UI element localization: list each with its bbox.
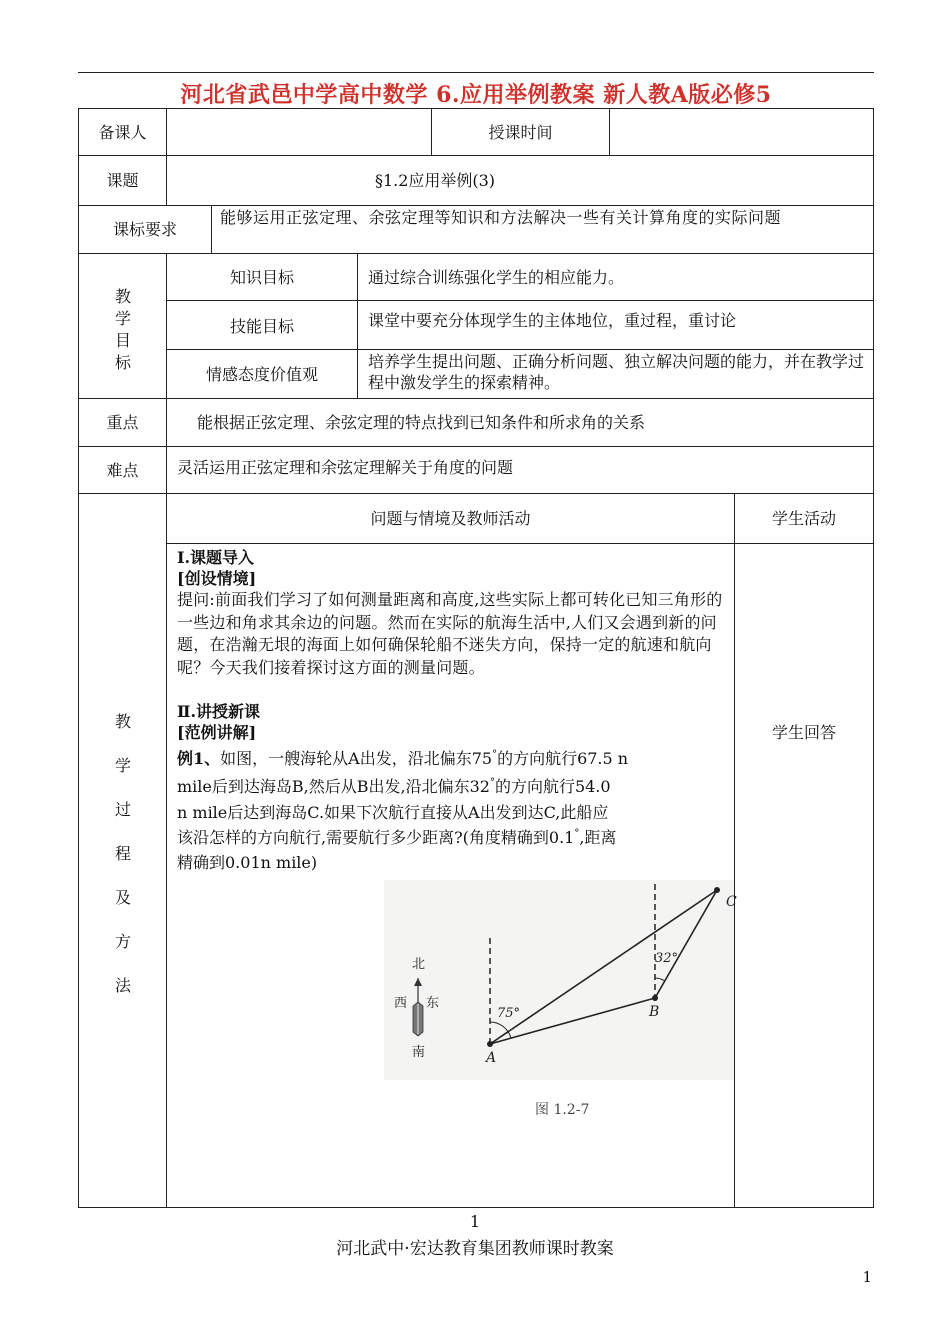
time-label: 授课时间 <box>488 123 553 142</box>
example-label: 例1、 <box>177 749 221 768</box>
create-scenario-label: [创设情境] <box>177 569 257 588</box>
teacher-column-header: 问题与情境及教师活动 <box>370 509 531 528</box>
cell-preparer-value <box>166 108 432 156</box>
student-column-header: 学生活动 <box>771 509 836 528</box>
process-char-5: 及 <box>114 888 131 907</box>
example-line-5: 精确到0.01n mile) <box>177 853 318 872</box>
document-title: 河北省武邑中学高中数学 6.应用举例教案 新人教A版必修5 <box>180 82 772 108</box>
process-char-4: 程 <box>114 844 131 863</box>
section-new-lesson-heading: Ⅱ.讲授新课 <box>177 702 261 721</box>
process-char-6: 方 <box>114 932 131 951</box>
goals-char-1: 教 <box>114 287 131 306</box>
point-c-dot <box>714 887 720 893</box>
example-line-2 <box>177 775 732 799</box>
section-intro-heading: Ⅰ.课题导入 <box>177 548 255 567</box>
example-text-2b: 的方向航行54.0 <box>494 777 611 796</box>
point-a-label: A <box>486 1050 497 1066</box>
skill-label: 技能目标 <box>229 317 294 336</box>
example-text-4a: 该沿怎样的方向航行,需要航行多少距离?(角度精确到0.1 <box>177 828 575 847</box>
process-char-3: 过 <box>114 800 131 819</box>
example-line-1 <box>177 747 732 771</box>
knowledge-label: 知识目标 <box>229 268 294 287</box>
corner-page-number: 1 <box>862 1268 872 1286</box>
navigation-figure <box>380 878 735 1128</box>
footer-org: 河北武中·宏达教育集团教师课时教案 <box>336 1239 614 1259</box>
example-text-4b: ,距离 <box>579 828 617 847</box>
standard-value: 能够运用正弦定理、余弦定理等知识和方法解决一些有关计算角度的实际问题 <box>220 208 782 227</box>
figure-background <box>384 880 734 1080</box>
difficulty-value: 灵活运用正弦定理和余弦定理解关于角度的问题 <box>177 458 514 477</box>
compass-south: 南 <box>412 1045 426 1060</box>
figure-caption: 图 1.2-7 <box>535 1102 590 1118</box>
difficulty-label: 难点 <box>106 461 139 480</box>
example-line-3: n mile后达到海岛C.如果下次航行直接从A出发到达C,此船应 <box>177 803 609 822</box>
process-char-2: 学 <box>114 756 131 775</box>
degree-mark-2: ° <box>489 777 495 788</box>
degree-mark-1: ° <box>492 749 498 760</box>
topic-label: 课题 <box>106 171 139 190</box>
key-label: 重点 <box>106 413 139 432</box>
example-text-1b: 的方向航行67.5 n <box>497 749 629 768</box>
compass-east: 东 <box>426 996 440 1011</box>
attitude-label: 情感态度价值观 <box>205 365 318 384</box>
key-value: 能根据正弦定理、余弦定理的特点找到已知条件和所求角的关系 <box>197 413 646 432</box>
example-text-2a: mile后到达海岛B,然后从B出发,沿北偏东32 <box>177 777 490 796</box>
angle-b-label: 32° <box>655 951 679 966</box>
compass-west: 西 <box>394 996 408 1011</box>
cell-student-content <box>734 543 874 1208</box>
process-char-7: 法 <box>114 976 131 995</box>
goals-char-4: 标 <box>114 353 131 372</box>
point-a-dot <box>487 1041 493 1047</box>
header-rule <box>78 72 874 73</box>
knowledge-value: 通过综合训练强化学生的相应能力。 <box>368 268 625 287</box>
point-b-label: B <box>649 1004 660 1020</box>
goals-char-3: 目 <box>114 331 131 350</box>
process-char-1: 教 <box>114 712 131 731</box>
point-b-dot <box>652 995 658 1001</box>
angle-a-label: 75° <box>497 1006 521 1021</box>
skill-value: 课堂中要充分体现学生的主体地位，重过程，重讨论 <box>368 311 737 330</box>
point-c-label: C <box>726 894 737 910</box>
preparer-label: 备课人 <box>98 123 147 142</box>
compass-north: 北 <box>412 957 426 972</box>
degree-mark-3: ° <box>574 828 580 839</box>
student-activity: 学生回答 <box>771 723 836 742</box>
example-explain-label: [范例讲解] <box>177 723 257 742</box>
standard-label: 课标要求 <box>112 220 177 239</box>
intro-text: 提问:前面我们学习了如何测量距离和高度,这些实际上都可转化已知三角形的一些边和角求其余边的问题。然而在实际的航海生活中,人们又会遇到新的问题，在浩瀚无垠的海面上如何确保轮船不迷失方向，保持一定的航速和航向呢？今天我们接着探讨这方面的测量问题。 <box>177 590 723 677</box>
topic-value: §1.2应用举例(3) <box>374 171 496 190</box>
attitude-value: 培养学生提出问题、正确分析问题、独立解决问题的能力，并在教学过程中激发学生的探索精神。 <box>368 352 865 392</box>
example-text-1a: 如图，一艘海轮从A出发，沿北偏东75 <box>220 749 493 768</box>
example-line-4 <box>177 826 732 850</box>
goals-char-2: 学 <box>114 309 131 328</box>
footer-page-number: 1 <box>469 1212 481 1231</box>
cell-time-value <box>609 108 874 156</box>
